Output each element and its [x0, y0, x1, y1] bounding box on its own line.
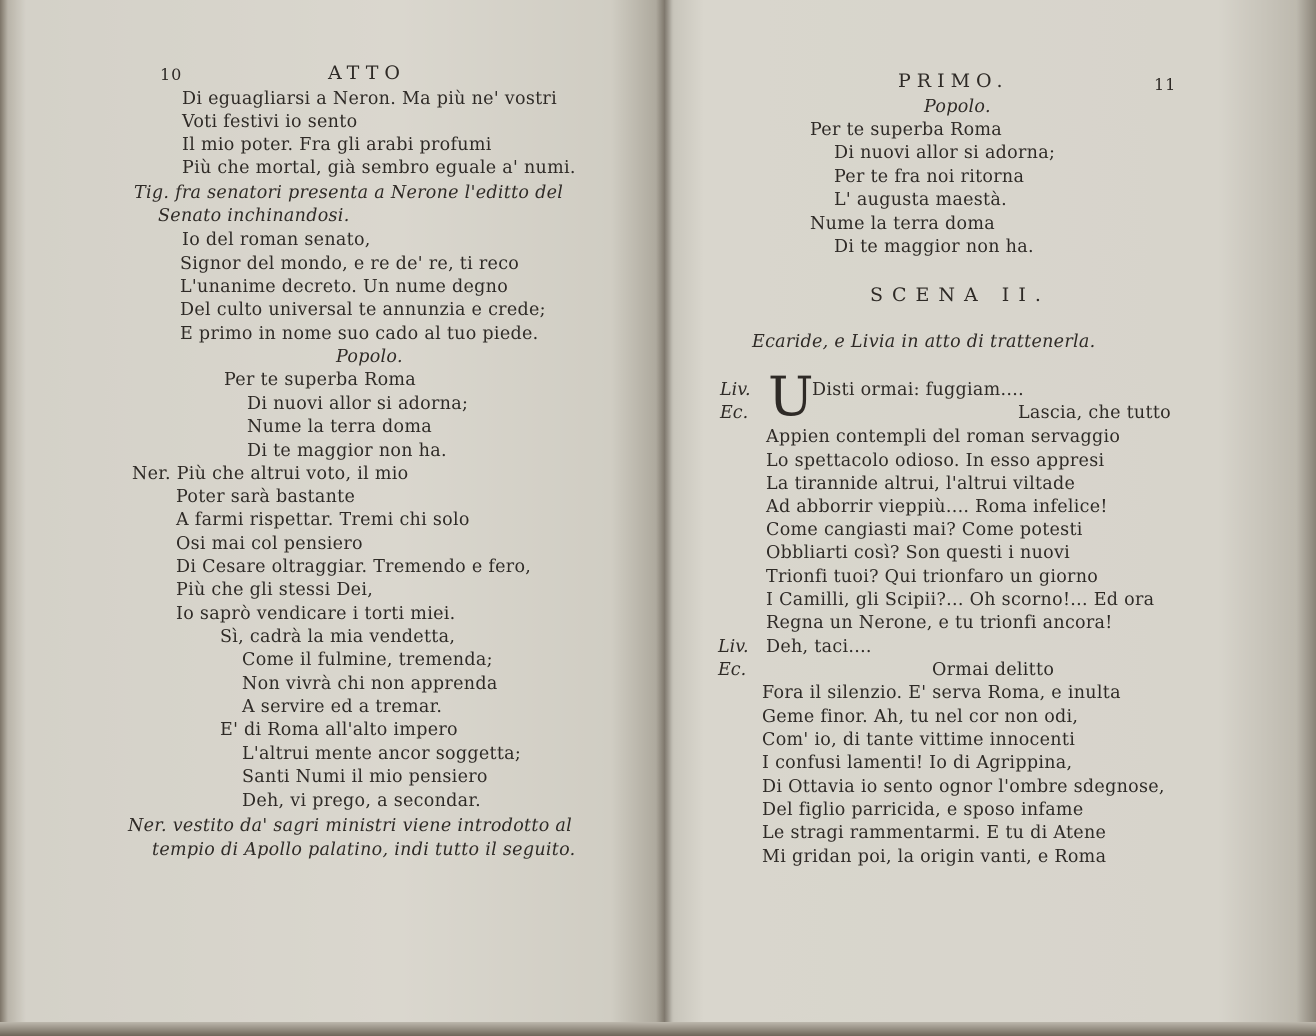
text-line: Osi mai col pensiero: [176, 534, 363, 554]
dialogue-line: Com' io, di tante vittime innocenti: [762, 730, 1076, 750]
chorus-line: Di te maggior non ha.: [834, 237, 1034, 257]
dialogue-line: Disti ormai: fuggiam....: [812, 380, 1025, 400]
text-line: E primo in nome suo cado al tuo piede.: [180, 324, 539, 344]
chorus-line: Di te maggior non ha.: [247, 441, 447, 461]
drop-cap: U: [768, 365, 814, 428]
dialogue-line: Deh, taci....: [766, 637, 872, 657]
dialogue-line: La tirannide altrui, l'altrui viltade: [766, 474, 1076, 494]
speaker-label: Ec.: [720, 403, 749, 423]
dialogue-line: Trionfi tuoi? Qui trionfaro un giorno: [766, 567, 1099, 587]
right-page: [664, 0, 1316, 1036]
dialogue-line: Le stragi rammentarmi. E tu di Atene: [762, 823, 1107, 843]
chorus-line: Di nuovi allor si adorna;: [247, 394, 469, 414]
speaker-label: Liv.: [718, 637, 749, 657]
dialogue-line: I Camilli, gli Scipii?... Oh scorno!... Ed ora: [766, 590, 1155, 610]
running-header: ATTO: [328, 62, 406, 84]
dialogue-line: Regna un Nerone, e tu trionfi ancora!: [766, 613, 1113, 633]
stage-direction: Ner. vestito da' sagri ministri viene introdotto al: [128, 816, 573, 836]
text-line: Il mio poter. Fra gli arabi profumi: [182, 135, 492, 155]
stage-direction: Senato inchinandosi.: [158, 206, 350, 226]
aria-line: L'altrui mente ancor soggetta;: [242, 744, 522, 764]
dialogue-line: Come cangiasti mai? Come potesti: [766, 520, 1083, 540]
text-line: Di Cesare oltraggiar. Tremendo e fero,: [176, 557, 532, 577]
dialogue-line: Mi gridan poi, la origin vanti, e Roma: [762, 847, 1107, 867]
dialogue-line: Del figlio parricida, e sposo infame: [762, 800, 1084, 820]
chorus-line: Per te superba Roma: [224, 370, 417, 390]
speaker-label: Ec.: [718, 660, 747, 680]
text-line: Io saprò vendicare i torti miei.: [176, 604, 456, 624]
dialogue-line: Di Ottavia io sento ognor l'ombre sdegnose,: [762, 777, 1165, 797]
text-line: Voti festivi io sento: [182, 112, 358, 132]
text-line: A farmi rispettar. Tremi chi solo: [176, 510, 470, 530]
aria-line: Deh, vi prego, a secondar.: [242, 791, 481, 811]
text-line: Signor del mondo, e re de' re, ti reco: [180, 254, 520, 274]
chorus-line: Per te fra noi ritorna: [834, 167, 1025, 187]
aria-line: A servire ed a tremar.: [242, 697, 443, 717]
dialogue-line: I confusi lamenti! Io di Agrippina,: [762, 753, 1073, 773]
text-line: Poter sarà bastante: [176, 487, 356, 507]
text-line: Del culto universal te annunzia e crede;: [180, 300, 546, 320]
page-number: 11: [1154, 75, 1177, 94]
chorus-line: Per te superba Roma: [810, 120, 1003, 140]
dialogue-line: Ormai delitto: [932, 660, 1055, 680]
text-line: Più che gli stessi Dei,: [176, 580, 374, 600]
chorus-line: Nume la terra doma: [247, 417, 432, 437]
speaker-label: Popolo.: [924, 97, 991, 117]
stage-direction: tempio di Apollo palatino, indi tutto il seguito.: [152, 840, 576, 860]
stage-direction: Tig. fra senatori presenta a Nerone l'editto del: [134, 183, 564, 203]
dialogue-line: Lascia, che tutto: [1018, 403, 1171, 423]
aria-line: Non vivrà chi non apprenda: [242, 674, 498, 694]
book-gutter: [656, 0, 672, 1036]
dialogue-line: Lo spettacolo odioso. In esso appresi: [766, 451, 1105, 471]
chorus-line: L' augusta maestà.: [834, 190, 1007, 210]
speaker-label: Liv.: [720, 380, 751, 400]
aria-line: E' di Roma all'alto impero: [220, 720, 458, 740]
page-bottom-edge: [0, 1022, 1316, 1036]
aria-line: Sì, cadrà la mia vendetta,: [220, 627, 456, 647]
speaker-label: Popolo.: [336, 347, 403, 367]
dialogue-line: Geme finor. Ah, tu nel cor non odi,: [762, 707, 1079, 727]
text-line: Di eguagliarsi a Neron. Ma più ne' vostri: [182, 89, 557, 109]
text-line: Più che mortal, già sembro eguale a' numi.: [182, 158, 576, 178]
running-header: PRIMO.: [898, 70, 1009, 92]
text-line: L'unanime decreto. Un nume degno: [180, 277, 509, 297]
dialogue-line: Obbliarti così? Son questi i nuovi: [766, 543, 1071, 563]
chorus-line: Di nuovi allor si adorna;: [834, 143, 1056, 163]
dialogue-line: Ad abborrir vieppiù.... Roma infelice!: [766, 497, 1108, 517]
text-line: Ner. Più che altrui voto, il mio: [132, 464, 409, 484]
chorus-line: Nume la terra doma: [810, 214, 995, 234]
scene-title: SCENA II.: [870, 284, 1050, 306]
stage-direction: Ecaride, e Livia in atto di trattenerla.: [752, 332, 1096, 352]
text-line: Io del roman senato,: [182, 230, 371, 250]
aria-line: Come il fulmine, tremenda;: [242, 650, 493, 670]
aria-line: Santi Numi il mio pensiero: [242, 767, 488, 787]
dialogue-line: Appien contempli del roman servaggio: [766, 427, 1121, 447]
page-number: 10: [160, 65, 183, 84]
dialogue-line: Fora il silenzio. E' serva Roma, e inulta: [762, 683, 1121, 703]
